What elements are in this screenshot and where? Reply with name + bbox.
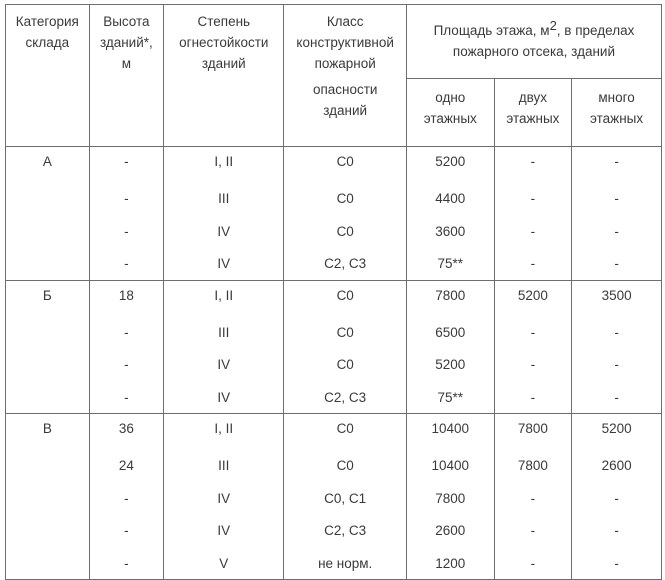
cell-area-two: - <box>494 147 572 183</box>
cell-fire-resistance: IV <box>164 515 284 548</box>
cell-fire-resistance: III <box>164 183 284 216</box>
header-height-line2: зданий*, <box>99 35 153 50</box>
header-multi-storey <box>572 79 662 147</box>
cell-area-one: 7800 <box>406 482 494 515</box>
cell-area-one: 75** <box>406 381 494 414</box>
header-class-line2: конструктивной <box>296 35 394 50</box>
cell-fire-resistance: IV <box>164 248 284 281</box>
table-row <box>6 183 662 216</box>
cell-area-two: - <box>494 316 572 349</box>
header-area-line1 <box>409 15 659 41</box>
table-row <box>6 248 662 281</box>
cell-height: - <box>89 147 163 183</box>
header-category-line2: склада <box>25 35 70 50</box>
cell-area-many: - <box>572 547 662 580</box>
cell-area-one: 6500 <box>406 316 494 349</box>
cell-height: - <box>89 482 163 515</box>
header-fire-resistance-line2: огнестойкости <box>179 35 269 50</box>
cell-area-one: 4400 <box>406 183 494 216</box>
header-height-line3: м <box>121 56 132 71</box>
cell-height: - <box>89 248 163 281</box>
cell-category: В <box>6 414 90 450</box>
cell-area-one: 3600 <box>406 215 494 248</box>
cell-area-two: - <box>494 349 572 382</box>
cell-area-one: 2600 <box>406 515 494 548</box>
header-two-line1: двух <box>518 90 548 105</box>
cell-area-many: - <box>572 147 662 183</box>
table-row <box>6 147 662 183</box>
cell-fire-resistance: IV <box>164 349 284 382</box>
header-one-line1: одно <box>435 90 466 105</box>
cell-class: С0 <box>284 349 406 382</box>
cell-area-two: 7800 <box>494 414 572 450</box>
cell-area-two: - <box>494 183 572 216</box>
cell-category <box>6 316 90 349</box>
cell-area-many: - <box>572 515 662 548</box>
cell-fire-resistance: III <box>164 450 284 483</box>
header-height-line1: Высота <box>103 14 150 29</box>
header-fire-resistance <box>164 5 284 147</box>
header-class-line5: зданий <box>323 102 368 118</box>
cell-height: 36 <box>89 414 163 450</box>
table-row <box>6 381 662 414</box>
cell-area-one: 5200 <box>406 349 494 382</box>
header-one-storey <box>406 79 494 147</box>
cell-class: С0 <box>284 280 406 316</box>
header-class-top <box>284 5 406 79</box>
header-category-line1: Категория <box>15 14 79 29</box>
cell-area-two: - <box>494 547 572 580</box>
cell-class: С0 <box>284 215 406 248</box>
cell-area-one: 5200 <box>406 147 494 183</box>
cell-area-many: 2600 <box>572 450 662 483</box>
cell-height: - <box>89 381 163 414</box>
cell-category <box>6 450 90 483</box>
cell-category <box>6 515 90 548</box>
header-category <box>6 5 90 147</box>
cell-area-two: 5200 <box>494 280 572 316</box>
cell-class: С0 <box>284 316 406 349</box>
cell-area-many: - <box>572 316 662 349</box>
header-two-storey <box>494 79 572 147</box>
cell-area-two: - <box>494 215 572 248</box>
cell-fire-resistance: III <box>164 316 284 349</box>
header-two-line2: этажных <box>506 111 560 126</box>
header-many-line2: этажных <box>590 111 644 126</box>
cell-category <box>6 248 90 281</box>
cell-class: С0 <box>284 183 406 216</box>
cell-height: - <box>89 183 163 216</box>
cell-fire-resistance: IV <box>164 215 284 248</box>
cell-category: Б <box>6 280 90 316</box>
cell-area-many: 3500 <box>572 280 662 316</box>
cell-area-two: - <box>494 515 572 548</box>
cell-category <box>6 381 90 414</box>
cell-height: - <box>89 547 163 580</box>
cell-area-one: 7800 <box>406 280 494 316</box>
cell-area-many: 5200 <box>572 414 662 450</box>
header-one-line2: этажных <box>423 111 477 126</box>
cell-class: не норм. <box>284 547 406 580</box>
header-many-line1: много <box>598 90 635 105</box>
cell-area-two: - <box>494 381 572 414</box>
header-class-line3: пожарной <box>314 56 376 71</box>
cell-area-many: - <box>572 183 662 216</box>
header-area <box>406 5 661 79</box>
table-row <box>6 482 662 515</box>
cell-height: - <box>89 515 163 548</box>
table-row <box>6 316 662 349</box>
cell-category <box>6 215 90 248</box>
cell-area-two: - <box>494 482 572 515</box>
header-fire-resistance-line3: зданий <box>201 56 246 71</box>
cell-class: С0, С1 <box>284 482 406 515</box>
cell-fire-resistance: V <box>164 547 284 580</box>
table-row <box>6 349 662 382</box>
cell-area-two: 7800 <box>494 450 572 483</box>
cell-area-many: - <box>572 349 662 382</box>
header-area-sup: 2 <box>549 18 557 33</box>
header-row-1 <box>6 5 662 79</box>
cell-category <box>6 183 90 216</box>
cell-area-many: - <box>572 381 662 414</box>
cell-class: С0 <box>284 450 406 483</box>
cell-category: А <box>6 147 90 183</box>
header-area-prefix: Площадь этажа, м <box>433 23 550 38</box>
cell-area-two: - <box>494 248 572 281</box>
cell-height: - <box>89 349 163 382</box>
cell-class: С2, С3 <box>284 515 406 548</box>
cell-height: - <box>89 215 163 248</box>
cell-height: 18 <box>89 280 163 316</box>
cell-fire-resistance: I, II <box>164 414 284 450</box>
cell-area-one: 10400 <box>406 450 494 483</box>
cell-area-one: 75** <box>406 248 494 281</box>
cell-fire-resistance: IV <box>164 381 284 414</box>
cell-area-one: 10400 <box>406 414 494 450</box>
header-area-line2: пожарного отсека, зданий <box>452 44 615 59</box>
table-row <box>6 280 662 316</box>
table-row <box>6 414 662 450</box>
table-row <box>6 450 662 483</box>
cell-area-many: - <box>572 248 662 281</box>
cell-class: С2, С3 <box>284 381 406 414</box>
cell-class: С0 <box>284 414 406 450</box>
warehouse-fire-table <box>5 4 662 580</box>
cell-category <box>6 349 90 382</box>
cell-class: С0 <box>284 147 406 183</box>
header-class-line4: опасности <box>312 81 378 97</box>
header-class-line1: Класс <box>326 14 364 29</box>
cell-fire-resistance: IV <box>164 482 284 515</box>
header-fire-resistance-line1: Степень <box>197 14 251 29</box>
cell-area-many: - <box>572 215 662 248</box>
cell-category <box>6 482 90 515</box>
cell-fire-resistance: I, II <box>164 147 284 183</box>
header-area-suffix: , в пределах <box>556 23 635 38</box>
cell-height: 24 <box>89 450 163 483</box>
header-height <box>89 5 163 147</box>
table-row <box>6 515 662 548</box>
header-class-bottom <box>284 79 406 147</box>
cell-class: С2, С3 <box>284 248 406 281</box>
cell-area-one: 1200 <box>406 547 494 580</box>
cell-fire-resistance: I, II <box>164 280 284 316</box>
table-row <box>6 215 662 248</box>
cell-height: - <box>89 316 163 349</box>
cell-area-many: - <box>572 482 662 515</box>
